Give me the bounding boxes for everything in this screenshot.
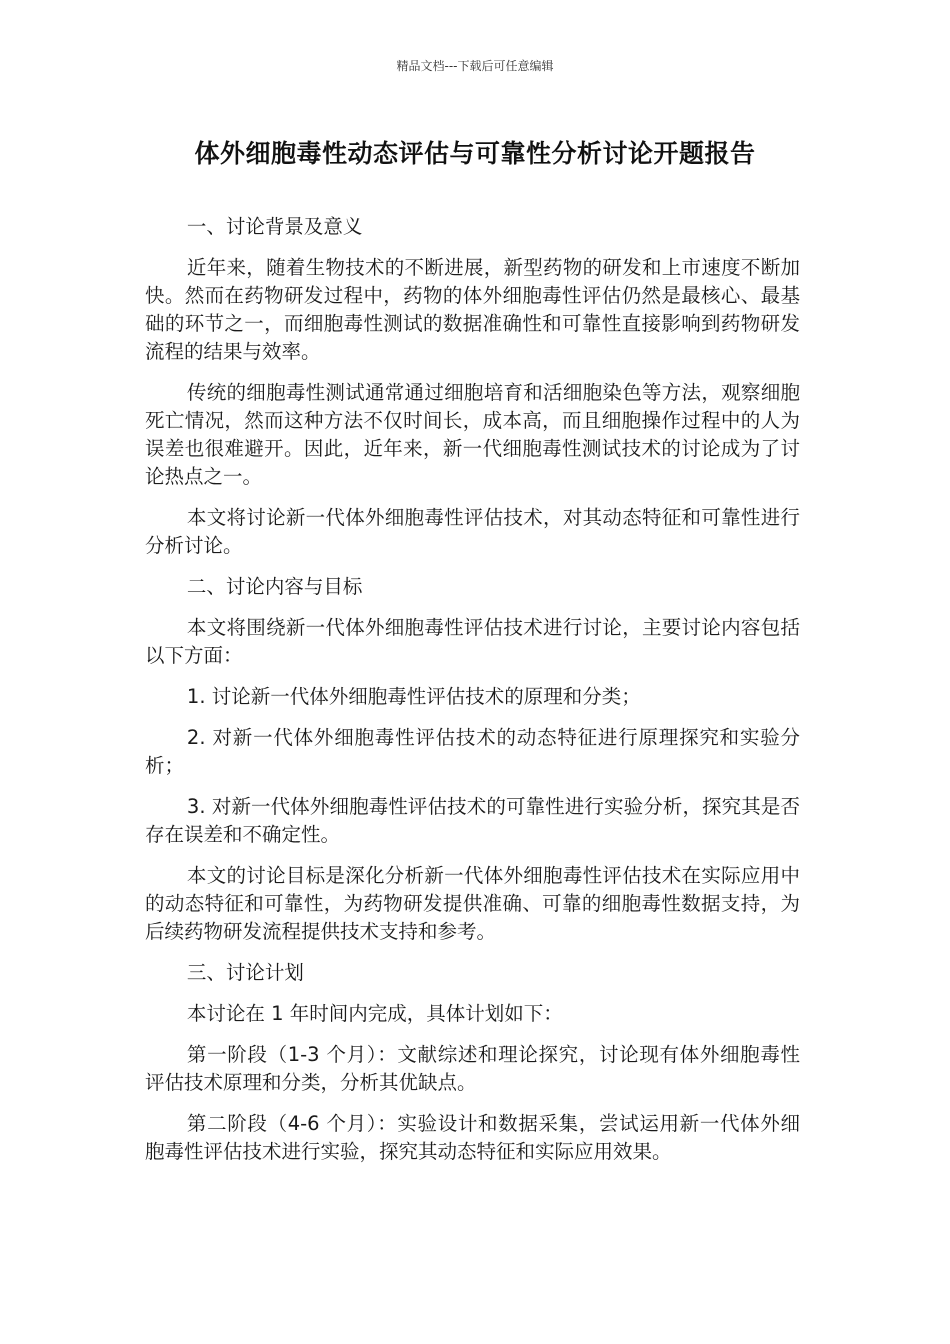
list-item-3: 3. 对新一代体外细胞毒性评估技术的可靠性进行实验分析，探究其是否存在误差和不确定性。: [145, 795, 800, 846]
list-item-2: 2. 对新一代体外细胞毒性评估技术的动态特征进行原理探究和实验分析；: [145, 726, 800, 777]
paragraph-plan-intro: 本讨论在 1 年时间内完成，具体计划如下：: [186, 1002, 563, 1025]
paragraph-content-intro: 本文将围绕新一代体外细胞毒性评估技术进行讨论，主要讨论内容包括以下方面：: [145, 616, 800, 667]
document-body: [145, 213, 800, 1179]
document-title: 体外细胞毒性动态评估与可靠性分析讨论开题报告: [194, 139, 756, 168]
page-header: 精品文档---下载后可任意编辑: [396, 59, 554, 73]
paragraph-goals: 本文的讨论目标是深化分析新一代体外细胞毒性评估技术在实际应用中的动态特征和可靠性，为药物研发提供准确、可靠的细胞毒性数据支持，为后续药物研发流程提供技术支持和参考。: [145, 864, 800, 943]
paragraph-phase-1: 第一阶段（1-3 个月）：文献综述和理论探究，讨论现有体外细胞毒性评估技术原理和分类，分析其优缺点。: [145, 1043, 800, 1094]
paragraph-background-2: 传统的细胞毒性测试通常通过细胞培育和活细胞染色等方法，观察细胞死亡情况，然而这种方法不仅时间长，成本高，而且细胞操作过程中的人为误差也很难避开。因此，近年来，新一代细胞毒性测试技术的讨论成为了讨论热点之一。: [145, 381, 800, 488]
section-heading-background: 一、讨论背景及意义: [186, 215, 363, 238]
paragraph-phase-2: 第二阶段（4-6 个月）：实验设计和数据采集，尝试运用新一代体外细胞毒性评估技术进行实验，探究其动态特征和实际应用效果。: [145, 1112, 800, 1163]
list-item-1: 1. 讨论新一代体外细胞毒性评估技术的原理和分类；: [186, 685, 641, 708]
paragraph-background-1: 近年来，随着生物技术的不断进展，新型药物的研发和上市速度不断加快。然而在药物研发过程中，药物的体外细胞毒性评估仍然是最核心、最基础的环节之一，而细胞毒性测试的数据准确性和可靠性直接影响到药物研发流程的结果与效率。: [145, 256, 800, 363]
section-heading-plan: 三、讨论计划: [186, 961, 304, 984]
paragraph-background-3: 本文将讨论新一代体外细胞毒性评估技术，对其动态特征和可靠性进行分析讨论。: [145, 506, 800, 557]
section-heading-content-goals: 二、讨论内容与目标: [186, 575, 363, 598]
